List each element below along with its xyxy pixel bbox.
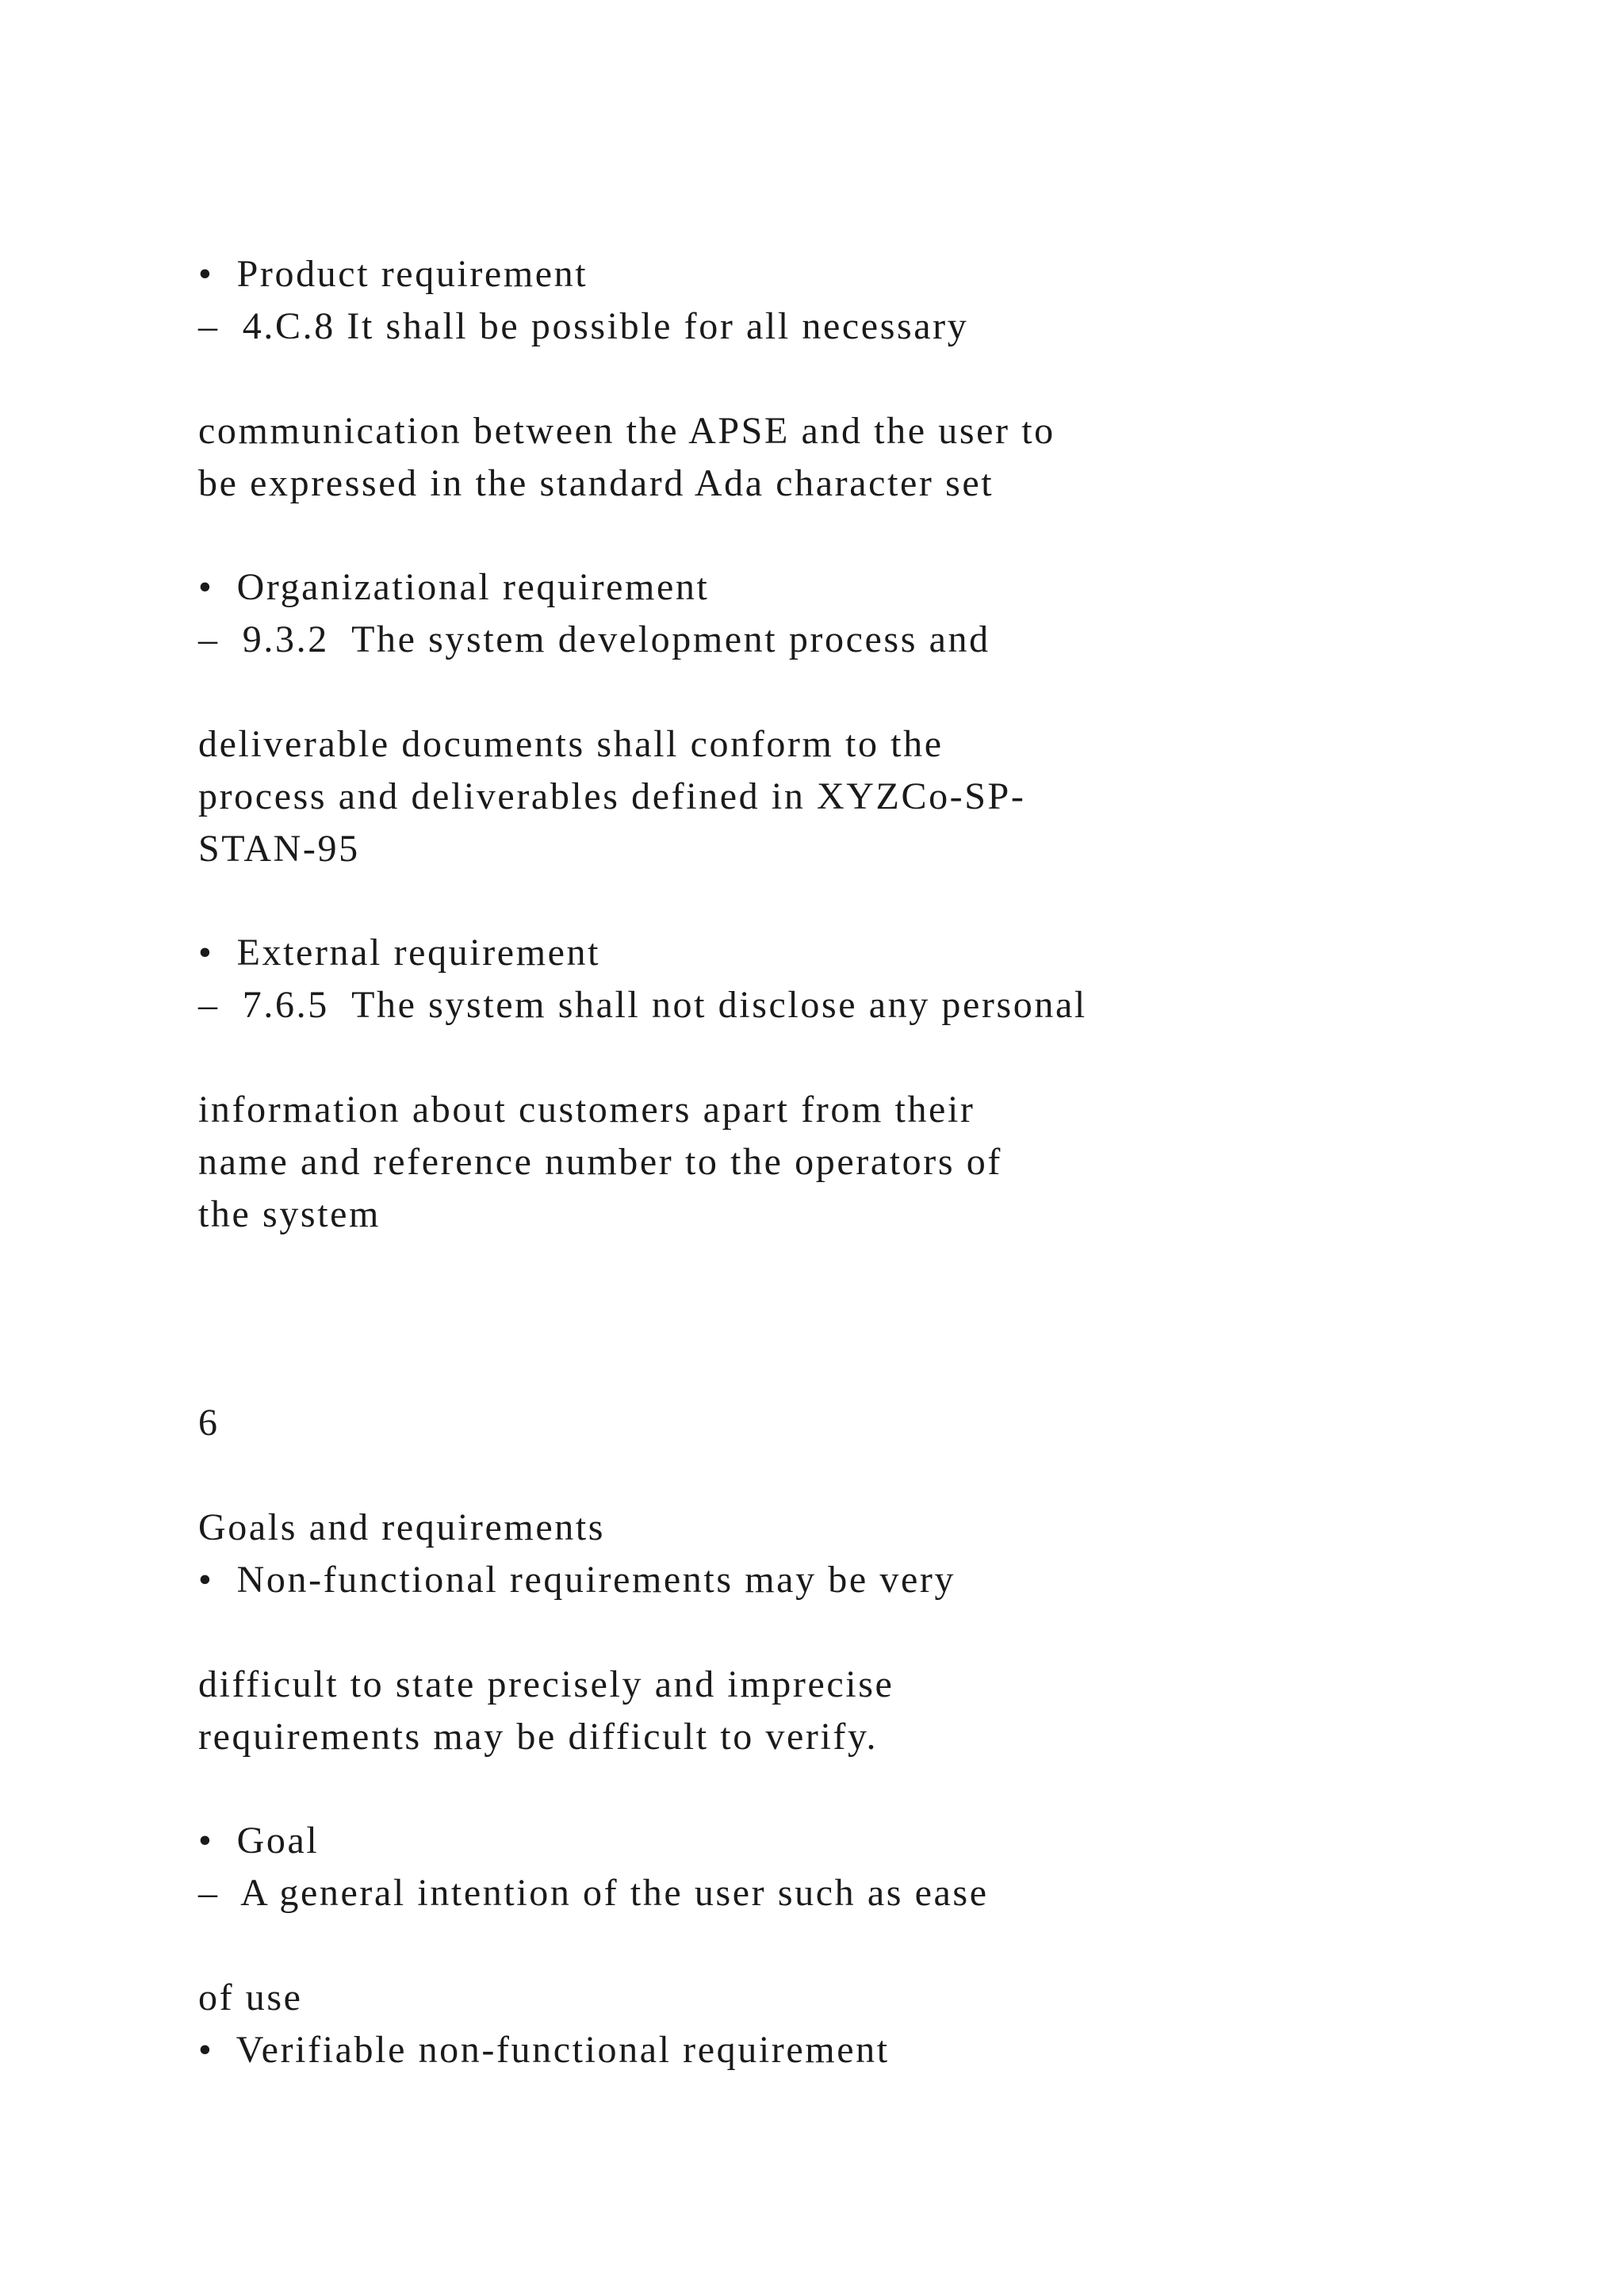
goal-definition-line-2: of use [198, 1976, 303, 2019]
bullet-organizational-requirement: • Organizational requirement [198, 566, 710, 608]
requirement-765-line-1: – 7.6.5 The system shall not disclose any personal [198, 984, 1087, 1026]
bullet-external-requirement: • External requirement [198, 932, 601, 974]
bullet-goal: • Goal [198, 1820, 320, 1862]
slide-number: 6 [198, 1402, 220, 1444]
requirement-932-line-4: STAN-95 [198, 828, 360, 870]
requirement-765-line-3: name and reference number to the operators of [198, 1141, 1002, 1183]
bullet-nonfunctional-line-2: difficult to state precisely and imprecise [198, 1663, 894, 1705]
bullet-nonfunctional-line-1: • Non-functional requirements may be very [198, 1559, 956, 1601]
goal-definition-line-1: – A general intention of the user such as ease [198, 1872, 989, 1914]
requirement-4c8-line-2: communication between the APSE and the user to [198, 410, 1055, 452]
bullet-product-requirement: • Product requirement [198, 253, 588, 295]
bullet-nonfunctional-line-3: requirements may be difficult to verify. [198, 1716, 879, 1758]
requirement-932-line-2: deliverable documents shall conform to the [198, 723, 944, 765]
requirement-932-line-3: process and deliverables defined in XYZCo-SP- [198, 775, 1026, 817]
requirement-765-line-2: information about customers apart from their [198, 1089, 975, 1131]
requirement-4c8-line-3: be expressed in the standard Ada character set [198, 462, 994, 504]
requirement-765-line-4: the system [198, 1193, 381, 1235]
section-heading: Goals and requirements [198, 1506, 606, 1548]
requirement-932-line-1: – 9.3.2 The system development process and [198, 618, 990, 660]
requirement-4c8-line-1: – 4.C.8 It shall be possible for all necessary [198, 305, 969, 347]
bullet-verifiable-requirement: • Verifiable non-functional requirement [198, 2029, 890, 2071]
